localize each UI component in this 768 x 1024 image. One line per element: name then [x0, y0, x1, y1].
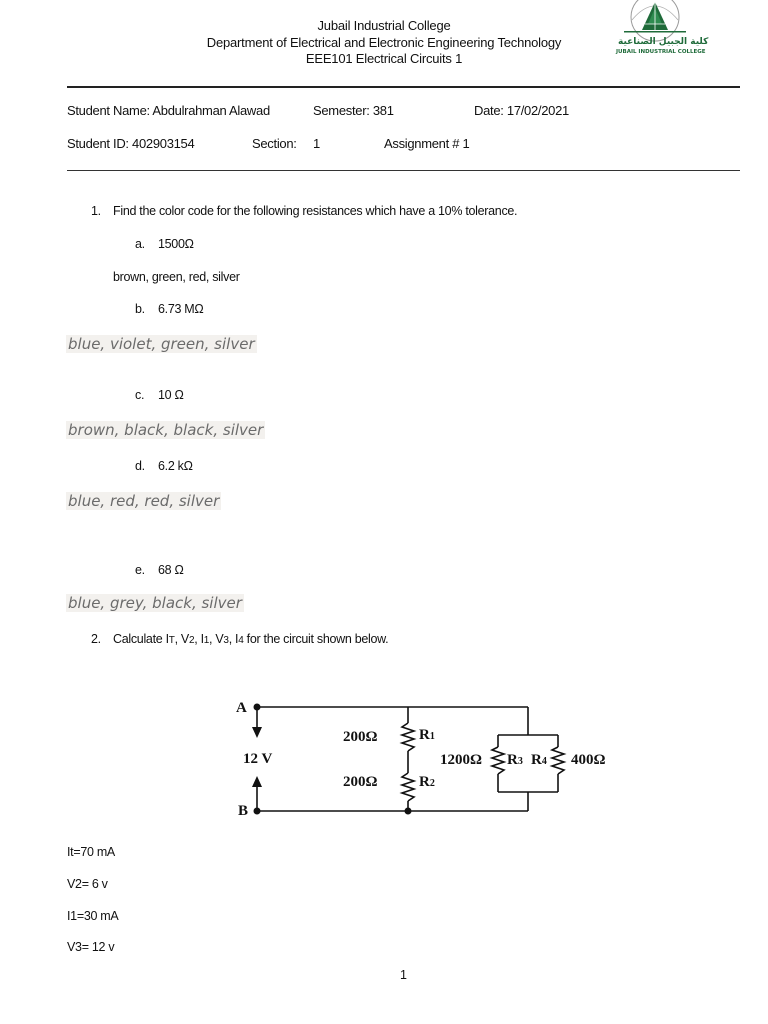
q1a-answer: brown, green, red, silver	[113, 270, 240, 284]
semester: Semester: 381	[313, 103, 394, 118]
answer-i1: I1=30 mA	[67, 909, 119, 923]
node-b-dot	[254, 808, 261, 815]
arrow-down-icon	[252, 727, 262, 738]
q1e-answer: blue, grey, black, silver	[68, 594, 242, 612]
r3-label: R3	[507, 752, 523, 768]
student-id: Student ID: 402903154	[67, 136, 195, 151]
q1a-value: 1500Ω	[158, 237, 194, 251]
q1d-value: 6.2 kΩ	[158, 459, 193, 473]
q1d-letter: d.	[135, 459, 145, 473]
r1-value: 200Ω	[343, 729, 378, 745]
q1c-letter: c.	[135, 388, 145, 402]
q2-text: Calculate IT, V2, I1, V3, I4 for the circuit shown below.	[113, 632, 389, 646]
r4-value: 400Ω	[571, 752, 606, 768]
header-divider	[67, 86, 740, 88]
junction-dot	[405, 808, 412, 815]
course-title: EEE101 Electrical Circuits 1	[305, 51, 463, 66]
circuit-diagram	[230, 695, 630, 825]
info-divider	[67, 170, 740, 171]
r4-label: R4	[531, 752, 547, 768]
college-name: Jubail Industrial College	[317, 18, 451, 33]
department-name: Department of Electrical and Electronic Engineering Technology	[206, 35, 562, 50]
node-a-dot	[254, 704, 261, 711]
answer-v3: V3= 12 v	[67, 940, 115, 954]
q1a-letter: a.	[135, 237, 145, 251]
arrow-up-icon	[252, 776, 262, 787]
q1e-value: 68 Ω	[158, 563, 184, 577]
q1c-value: 10 Ω	[158, 388, 184, 402]
college-logo	[614, 0, 709, 58]
answer-it: It=70 mA	[67, 845, 115, 859]
q1e-letter: e.	[135, 563, 145, 577]
r3-value: 1200Ω	[440, 752, 483, 768]
assignment-number: Assignment # 1	[384, 136, 470, 151]
section-label: Section:	[252, 136, 297, 151]
r1-label: R1	[419, 727, 435, 743]
page-number: 1	[400, 968, 407, 982]
q1c-answer: brown, black, black, silver	[68, 421, 264, 439]
logo-english-text: JUBAIL INDUSTRIAL COLLEGE	[616, 49, 706, 55]
section-value: 1	[313, 136, 320, 151]
logo-arabic-text: كلية الجبيل الصناعية	[618, 37, 709, 47]
node-b-label: B	[238, 803, 249, 819]
q1b-value: 6.73 MΩ	[158, 302, 204, 316]
q1-number: 1.	[91, 204, 101, 218]
q1-text: Find the color code for the following resistances which have a 10% tolerance.	[113, 204, 518, 218]
source-label: 12 V	[243, 751, 273, 767]
r2-label: R2	[419, 774, 435, 790]
q1d-answer: blue, red, red, silver	[68, 492, 220, 510]
circuit-wires	[230, 695, 630, 825]
answer-v2: V2= 6 v	[67, 877, 108, 891]
q2-number: 2.	[91, 632, 101, 646]
student-name: Student Name: Abdulrahman Alawad	[67, 103, 270, 118]
q1b-letter: b.	[135, 302, 145, 316]
q1b-answer: blue, violet, green, silver	[68, 335, 255, 353]
date: Date: 17/02/2021	[474, 103, 569, 118]
r2-value: 200Ω	[343, 774, 378, 790]
node-a-label: A	[236, 700, 247, 716]
